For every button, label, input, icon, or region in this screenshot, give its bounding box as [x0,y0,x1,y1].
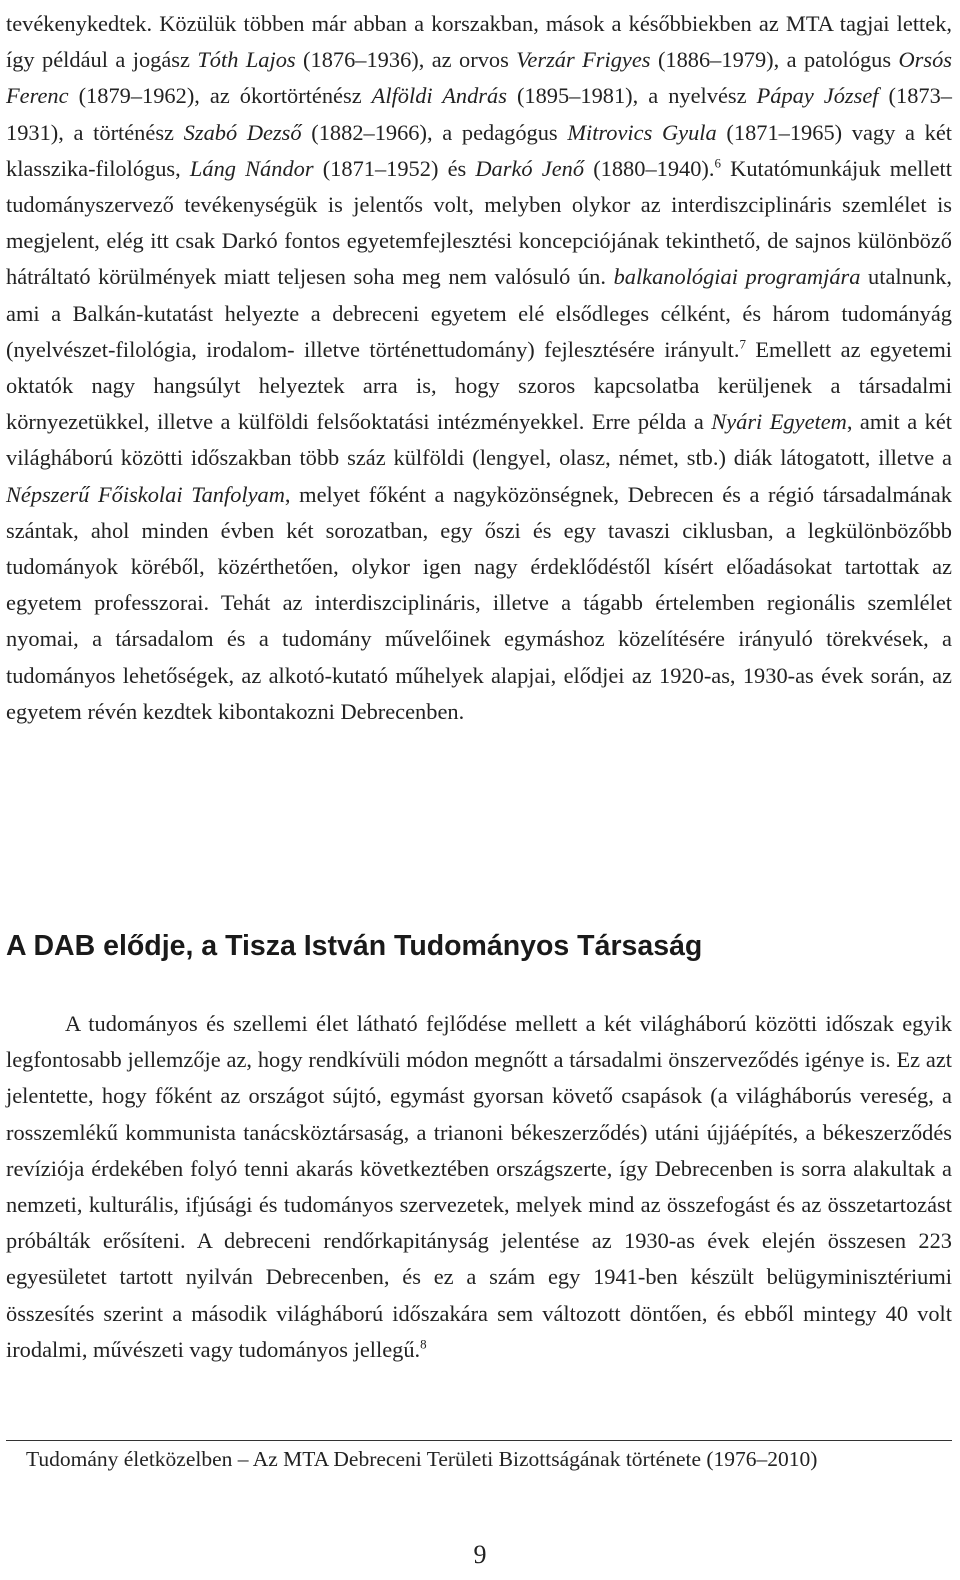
italic-text-segment: balkanológiai programjára [613,264,861,290]
italic-text-segment: Nyári Egyetem [711,409,847,435]
page-number: 9 [473,1540,487,1569]
body-paragraph-1 [6,6,952,730]
text-segment: (1880–1940). [584,155,715,181]
text-segment: (1879–1962), az ókortörténész [68,83,372,109]
footnote-reference: 7 [739,336,746,352]
text-segment: Emellett az egyetemi oktatók nagy hangsúlyt helyeztek arra is, hogy szoros kapcsolatba kerüljenek a társadalmi környezetükkel, illetve a külföldi felsőoktatási intézményekkel. Erre példa a [6,336,952,435]
footnote-reference: 6 [714,155,721,171]
text-segment: (1873–1931), a történész [6,83,952,145]
italic-text-segment: Láng Nándor [189,155,314,181]
text-segment: A tudományos és szellemi élet látható fejlődése mellett a két világháború közötti időszak egyik legfontosabb jellemzője az, hogy rendkívüli módon megnőtt a társadalmi önszerveződés igénye is. Ez azt jelentette, hogy főként az országot sújtó, egymást gyorsan követő csapások (a világháborús vereség, a rosszemlékű kommunista tanácsköztársaság, a trianoni békeszerződés) utáni újjáépítés, a békeszerződés revíziója érdekében folyó tenni akarás következtében országszerte, így Debrecenben is sorra alakultak a nemzeti, kulturális, ifjúsági és tudományos szervezetek, melyek mind az összefogást és az összetartozást próbálták erősíteni. A debreceni rendőrkapitányság jelentése az 1930-as évek elején összesen 223 egyesületet tartott nyilván Debrecenben, és ez a szám egy 1941-ben készült belügyminisztériumi összesítés szerint a második világháború időszakára sem változott döntően, és ebből mintegy 40 volt irodalmi, művészeti vagy tudományos jellegű. [6,1011,952,1362]
text-segment: , amit a két világháború közötti időszakban több száz külföldi (lengyel, olasz, német, stb.) diák látogatott, illetve a [6,409,952,471]
text-segment: (1871–1952) és [313,155,476,181]
italic-text-segment: Alföldi András [371,83,507,109]
text-segment: (1876–1936), az orvos [295,47,517,73]
italic-text-segment: Szabó Dezső [183,119,302,145]
body-paragraph-2 [6,1006,952,1368]
footnote-reference: 8 [420,1336,427,1352]
footer-book-title: Tudomány életközelben – Az MTA Debreceni Területi Bizottságának története (1976–2010) [26,1447,818,1471]
italic-text-segment: Mitrovics Gyula [567,119,717,145]
text-segment: (1886–1979), a patológus [650,47,899,73]
italic-text-segment: Népszerű Főiskolai Tanfolyam [6,481,285,507]
text-segment: (1871–1965) vagy a két klasszika-filológus, [6,119,952,181]
italic-text-segment: Verzár Frigyes [516,47,651,73]
section-heading: A DAB elődje, a Tisza István Tudományos Társaság [6,930,703,962]
italic-text-segment: Pápay József [756,83,879,109]
footer-divider [6,1440,952,1441]
text-segment: (1895–1981), a nyelvész [506,83,757,109]
text-segment: tevékenykedtek. Közülük többen már abban a korszakban, mások a későbbiekben az MTA tagjai lettek, így például a jogász [6,11,952,73]
text-segment: , melyet főként a nagyközönségnek, Debrecen és a régió társadalmának szántak, ahol minden évben két sorozatban, egy őszi és egy tavaszi ciklusban, a legkülönbözőbb tudományok köréből, közérthetően, olykor igen nagy érdeklődéstől kísért előadásokat tartottak az egyetem professzorai. Tehát az interdiszciplináris, illetve a tágabb értelemben regionális szemlélet nyomai, a társadalom és a tudomány művelőinek egymáshoz közelítésére irányuló törekvések, a tudományos lehetőségek, az alkotó-kutató műhelyek alapjai, elődjei az 1920-as, 1930-as évek során, az egyetem révén kezdtek kibontakozni Debrecenben. [6,481,952,724]
italic-text-segment: Tóth Lajos [197,47,296,73]
italic-text-segment: Orsós Ferenc [6,47,952,109]
text-segment: Kutatómunkájuk mellett tudományszervező tevékenységük is jelentős volt, melyben olykor az interdiszciplináris szemlélet is megjelent, elég itt csak Darkó fontos egyetemfejlesztési koncepciójának tekinthető, de sajnos különböző hátráltató körülmények miatt teljesen soha meg nem valósuló ún. [6,155,952,290]
text-segment: (1882–1966), a pedagógus [301,119,568,145]
text-segment: utalnunk, ami a Balkán-kutatást helyezte a debreceni egyetem elé elsődleges célként, és három tudományág (nyelvészet-filológia, irodalom- illetve történettudomány) fejlesztésére irányult. [6,264,952,362]
italic-text-segment: Darkó Jenő [475,155,585,181]
